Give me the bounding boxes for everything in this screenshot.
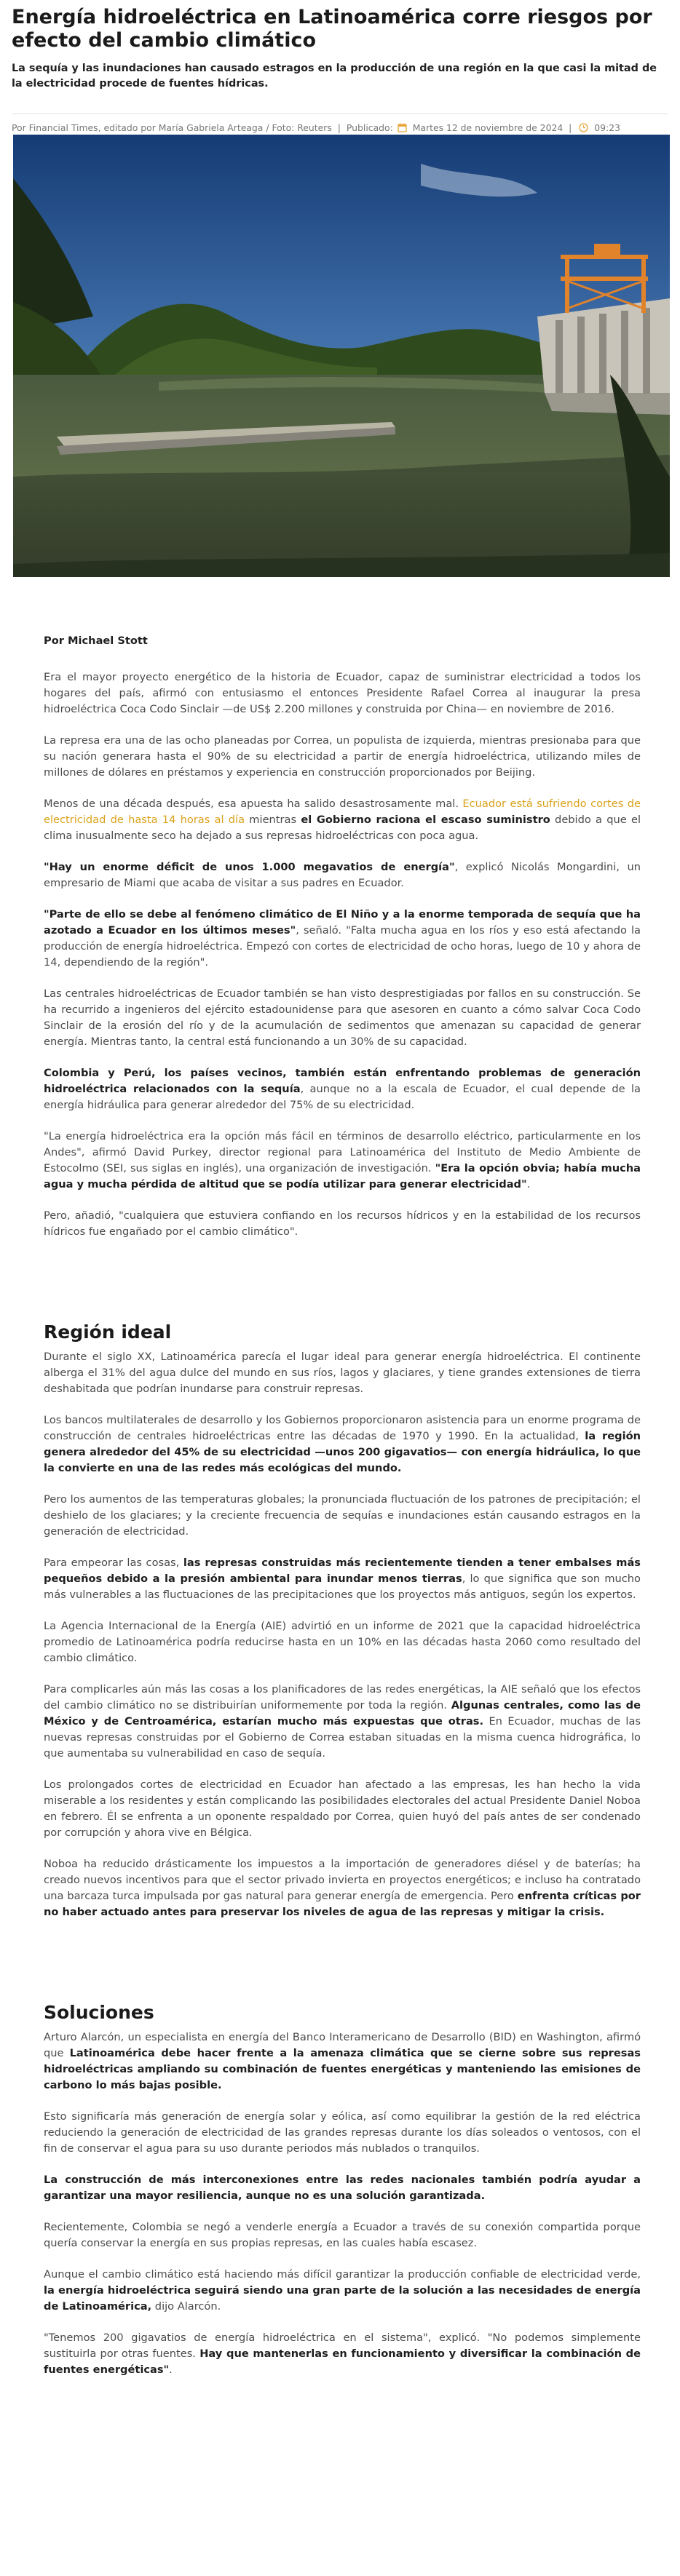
paragraph: Los bancos multilaterales de desarrollo y los Gobiernos proporcionaron asistencia para un enorme programa de construcción de centrales hidroeléctricas entre las décadas de 1970 y 1990. En la actualidad, la región genera alrededor del 45% de su electricidad —unos 200 gigavatios— con energía hidráulica, lo que la convierte en una de las redes más ecológicas del mundo.: [44, 1414, 641, 1474]
section-heading-soluciones: Soluciones: [44, 2002, 154, 2023]
meta-separator: |: [337, 122, 341, 133]
article-header: [0, 0, 680, 136]
paragraph: Para complicarles aún más las cosas a los planificadores de las redes energéticas, la AIE señaló que los efectos del cambio climático no se distribuirían uniformemente por toda la región. Algunas centrales, como las de México y de Centroamérica, estarían mucho más expuestas que otras. En Ecuador, muchas de las nuevas represas construidas por el Gobierno de Correa estaban situadas en la misma cuenca hidrográfica, lo que aumentaba su vulnerabilidad en caso de sequía.: [44, 1683, 641, 1760]
article-title: Energía hidroeléctrica en Latinoamérica corre riesgos por efecto del cambio climático: [12, 6, 652, 52]
paragraph: Pero, añadió, "cualquiera que estuviera confiando en los recursos hídricos y en la estabilidad de los recursos hídricos fue engañado por el cambio climático".: [44, 1209, 641, 1238]
paragraph: La construcción de más interconexiones entre las redes nacionales también podría ayudar a garantizar una mayor resiliencia, aunque no es una solución garantizada.: [44, 2174, 641, 2202]
article-body: [44, 633, 641, 2393]
paragraph: Aunque el cambio climático está haciendo más difícil garantizar la producción confiable de electricidad verde, la energía hidroeléctrica seguirá siendo una gran parte de la solución a las necesidades de energía de Latinoamérica, dijo Alarcón.: [44, 2268, 641, 2313]
paragraph: Las centrales hidroeléctricas de Ecuador también se han visto desprestigiadas por fallos en su construcción. Se ha recurrido a ingenieros del ejército estadounidense para que asesoren en cuanto a cómo salvar Coca Codo Sinclair de la erosión del río y de la acumulación de sedimentos que amenazan su capacidad de generar energía. Mientras tanto, la central está funcionando a un 30% de su capacidad.: [44, 987, 641, 1048]
meta-published-label: Publicado:: [346, 122, 393, 133]
paragraph: Menos de una década después, esa apuesta ha salido desastrosamente mal. Ecuador está sufriendo cortes de electricidad de hasta 14 horas al día mientras el Gobierno raciona el escaso suministro debido a que el clima inusualmente seco ha dejado a sus represas hidroeléctricas con poca agua.: [44, 798, 641, 842]
meta-time: 09:23: [594, 122, 620, 133]
hero-photo-dam: [13, 135, 670, 577]
paragraph: Pero los aumentos de las temperaturas globales; la pronunciada fluctuación de los patrones de precipitación; el deshielo de los glaciares; y la creciente frecuencia de sequías e inundaciones están causando estragos en la generación de electricidad.: [44, 1493, 641, 1538]
paragraph: Durante el siglo XX, Latinoamérica parecía el lugar ideal para generar energía hidroeléctrica. El continente alberga el 31% del agua dulce del mundo en sus ríos, lagos y glaciares, y tiene grandes extensiones de tierra deshabitada que podrían inundarse para construir represas.: [44, 1351, 641, 1395]
paragraph: La represa era una de las ocho planeadas por Correa, un populista de izquierda, mientras presionaba para que su nación generara hasta el 90% de su electricidad a partir de energía hidroeléctrica, utilizando miles de millones de dólares en préstamos y experiencia en construcción proporcionados por Beijing.: [44, 734, 641, 779]
meta-separator-2: |: [569, 122, 572, 133]
paragraph: Los prolongados cortes de electricidad en Ecuador han afectado a las empresas, les han hecho la vida miserable a los residentes y están complicando las posibilidades electorales del actual Presidente Daniel Noboa en febrero. Él se enfrenta a un oponente respaldado por Correa, quien huyó del país antes de ser condenado por corrupción y ahora vive en Bélgica.: [44, 1778, 641, 1839]
section-heading-region-ideal: Región ideal: [44, 1321, 172, 1343]
paragraph: La Agencia Internacional de la Energía (AIE) advirtió en un informe de 2021 que la capacidad hidroeléctrica promedio de Latinoamérica podría reducirse hasta en un 10% en las décadas hasta 2060 como resultado del cambio climático.: [44, 1620, 641, 1664]
article-meta: [12, 114, 668, 136]
paragraph: "Tenemos 200 gigavatios de energía hidroeléctrica en el sistema", explicó. "No podemos simplemente sustituirla por otras fuentes. Hay que mantenerlas en funcionamiento y diversificar la combinación de fuentes energéticas".: [44, 2331, 641, 2376]
paragraph: "La energía hidroeléctrica era la opción más fácil en términos de desarrollo eléctrico, particularmente en los Andes", afirmó David Purkey, director regional para Latinoamérica del Instituto de Medio Ambiente de Estocolmo (SEI, sus siglas en inglés), una organización de investigación. "Era la opción obvia; había mucha agua y mucha pérdida de altitud que se podía utilizar para generar electricidad".: [44, 1130, 641, 1190]
meta-credit: Por Financial Times, editado por María Gabriela Arteaga / Foto: Reuters: [12, 122, 332, 133]
paragraph: Esto significaría más generación de energía solar y eólica, así como equilibrar la gestión de la red eléctrica reduciendo la generación de electricidad de las grandes represas durante los días soleados o ventosos, con el fin de conservar el agua para su uso durante periodos más nublados o tranquilos.: [44, 2110, 641, 2155]
paragraph: Recientemente, Colombia se negó a venderle energía a Ecuador a través de su conexión compartida porque quería conservar la energía en sus propias represas, en las cuales había escasez.: [44, 2221, 641, 2249]
paragraph: Era el mayor proyecto energético de la historia de Ecuador, capaz de suministrar electricidad a todos los hogares del país, afirmó con entusiasmo el entonces Presidente Rafael Correa al inaugurar la presa hidroeléctrica Coca Codo Sinclair —de US$ 2.200 millones y construida por China— en noviembre de 2016.: [44, 671, 641, 715]
byline: Por Michael Stott: [44, 635, 148, 647]
meta-date: Martes 12 de noviembre de 2024: [412, 122, 564, 133]
article-subtitle: La sequía y las inundaciones han causado estragos en la producción de una región en la que casi la mitad de la electricidad procede de fuentes hídricas.: [12, 63, 657, 90]
paragraph: "Hay un enorme déficit de unos 1.000 megavatios de energía", explicó Nicolás Mongardini, un empresario de Miami que acaba de visitar a sus padres en Ecuador.: [44, 861, 641, 889]
paragraph: Noboa ha reducido drásticamente los impuestos a la importación de generadores diésel y de baterías; ha creado nuevos incentivos para que el sector privado invierta en proyectos energéticos; e incluso ha contratado una barcaza turca impulsada por gas natural para generar energía de emergencia. Pero enfrenta críticas por no haber actuado antes para preservar los niveles de agua de las represas y mitigar la crisis.: [44, 1858, 641, 1918]
paragraph: Colombia y Perú, los países vecinos, también están enfrentando problemas de generación hidroeléctrica relacionados con la sequía, aunque no a la escala de Ecuador, el cual depende de la energía hidráulica para generar alrededor del 75% de su electricidad.: [44, 1067, 641, 1111]
paragraph: "Parte de ello se debe al fenómeno climático de El Niño y a la enorme temporada de sequía que ha azotado a Ecuador en los últimos meses", señaló. "Falta mucha agua en los ríos y eso está afectando la producción de energía hidroeléctrica. Empezó con cortes de electricidad de ocho horas, luego de 10 y ahora de 14, dependiendo de la región".: [44, 908, 641, 969]
paragraph: Arturo Alarcón, un especialista en energía del Banco Interamericano de Desarrollo (BID) en Washington, afirmó que Latinoamérica debe hacer frente a la amenaza climática que se cierne sobre sus represas hidroeléctricas ampliando su combinación de fuentes energéticas y manteniendo las emisiones de carbono lo más bajas posible.: [44, 2031, 641, 2091]
article-link-cortes[interactable]: Ecuador está sufriendo cortes de electricidad de hasta 14 horas al día: [44, 798, 641, 826]
paragraph: Para empeorar las cosas, las represas construidas más recientemente tienden a tener embalses más pequeños debido a la presión ambiental para inundar menos tierras, lo que significa que son mucho más vulnerables a las fluctuaciones de las precipitaciones que los proyectos más antiguos, según los expertos.: [44, 1557, 641, 1601]
